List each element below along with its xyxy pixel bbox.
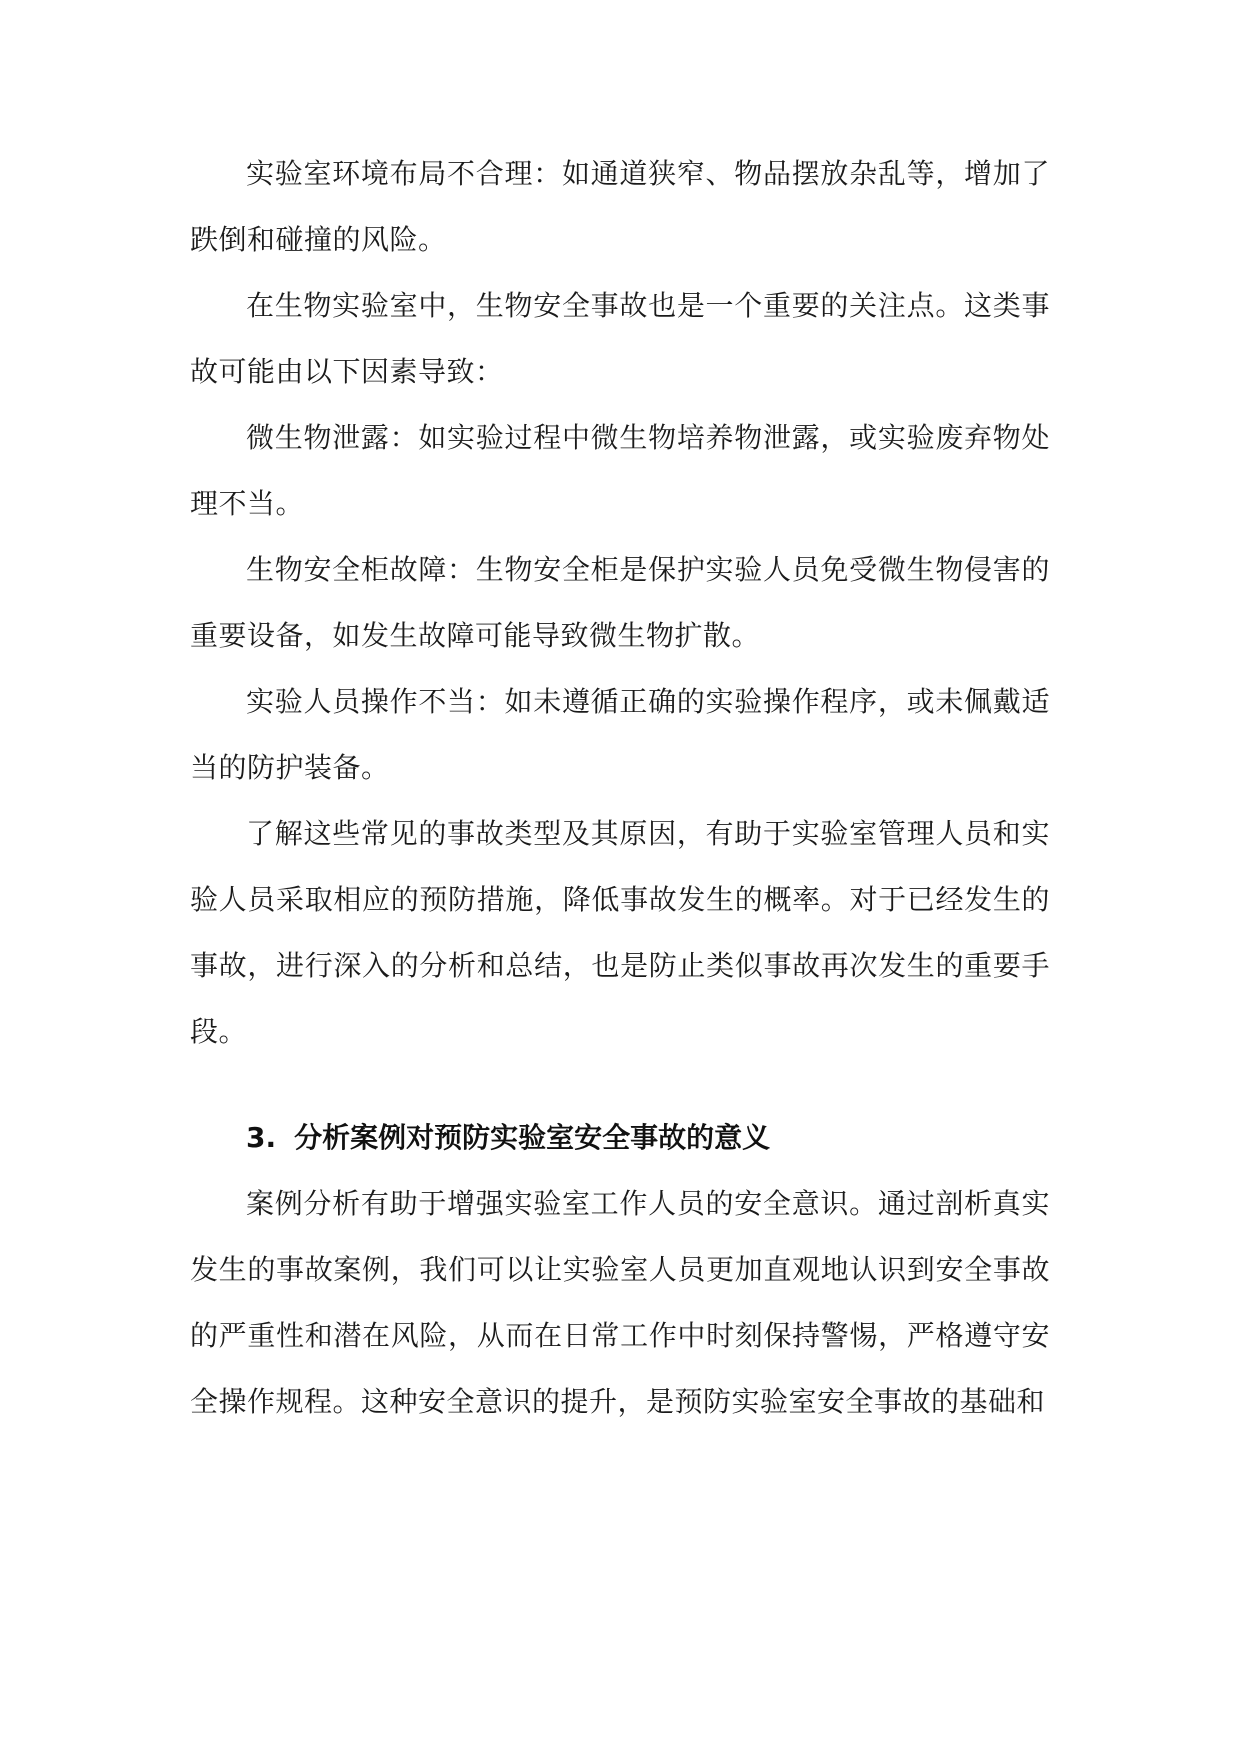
paragraph-summary: 了解这些常见的事故类型及其原因，有助于实验室管理人员和实验人员采取相应的预防措施，降低事故发生的概率。对于已经发生的事故，进行深入的分析和总结，也是防止类似事故再次发生的重要手段。	[190, 817, 1050, 1048]
paragraph-layout-issues: 实验室环境布局不合理：如通道狭窄、物品摆放杂乱等，增加了跌倒和碰撞的风险。	[190, 157, 1050, 256]
section-title: 分析案例对预防实验室安全事故的意义	[294, 1121, 771, 1154]
document-body	[190, 141, 1050, 1435]
paragraph-microbe-leak: 微生物泄露：如实验过程中微生物培养物泄露，或实验废弃物处理不当。	[190, 421, 1050, 520]
section-number: 3.	[246, 1121, 277, 1154]
section-heading	[190, 1105, 1050, 1171]
paragraph-case-analysis: 案例分析有助于增强实验室工作人员的安全意识。通过剖析真实发生的事故案例，我们可以让实验室人员更加直观地认识到安全事故的严重性和潜在风险，从而在日常工作中时刻保持警惕，严格遵守安全操作规程。这种安全意识的提升，是预防实验室安全事故的基础和	[190, 1187, 1050, 1418]
paragraph-biosafety-intro: 在生物实验室中，生物安全事故也是一个重要的关注点。这类事故可能由以下因素导致：	[190, 289, 1050, 388]
paragraph-improper-operation: 实验人员操作不当：如未遵循正确的实验操作程序，或未佩戴适当的防护装备。	[190, 685, 1050, 784]
paragraph-cabinet-failure: 生物安全柜故障：生物安全柜是保护实验人员免受微生物侵害的重要设备，如发生故障可能导致微生物扩散。	[190, 553, 1050, 652]
